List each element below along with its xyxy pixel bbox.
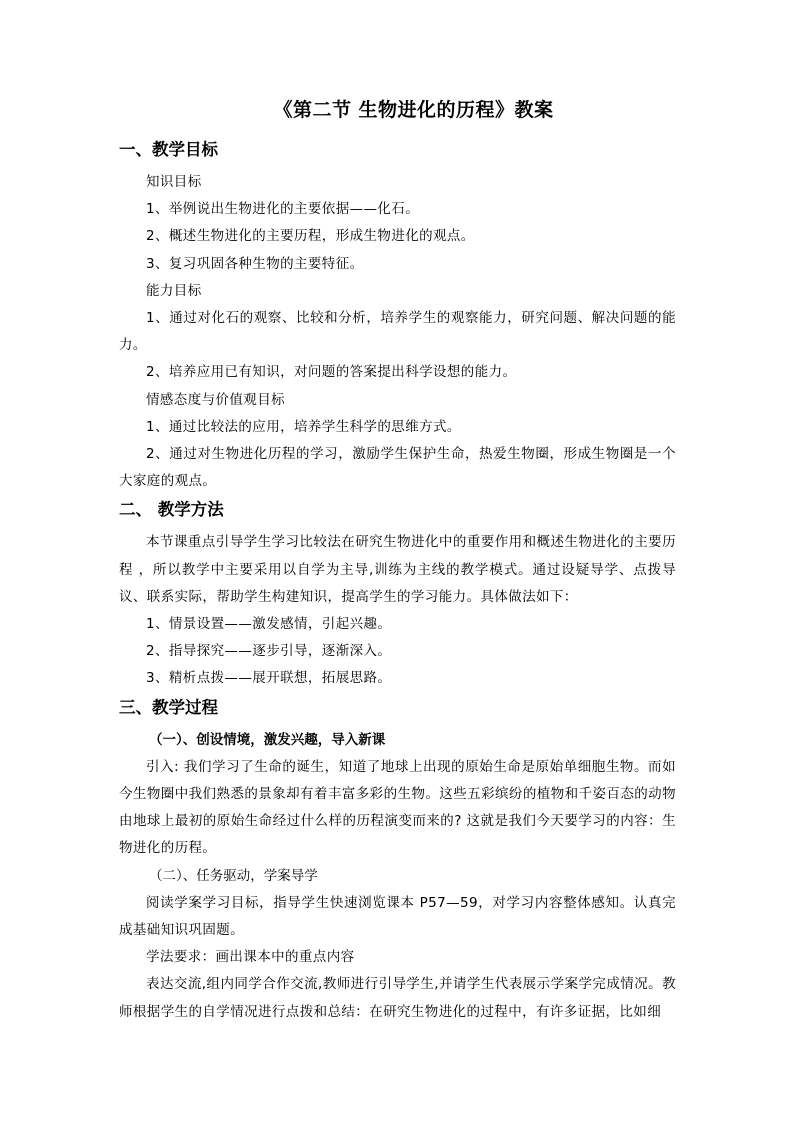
method-item: 1、情景设置——激发感情，引起兴趣。 xyxy=(146,616,392,633)
process-subheading-1: （一）、创设情境，激发兴趣，导入新课 xyxy=(149,731,386,748)
document-content xyxy=(119,96,676,1026)
ability-objectives-label: 能力目标 xyxy=(146,282,202,299)
knowledge-item: 2、概述生物进化的主要历程，形成生物进化的观点。 xyxy=(146,228,475,245)
process-paragraph-intro: 引入: 我们学习了生命的诞生，知道了地球上出现的原始生命是原始单细胞生物。而如今生物圈中我们熟悉的景象却有着丰富多彩的生物。这些五彩缤纷的植物和千姿百态的动物由地球上最初的原始生命经过什么样的历程演变而来的? 这就是我们今天要学习的内容：生物进化的历程。 xyxy=(119,758,676,857)
ability-item: 2、培养应用已有知识，对问题的答案提出科学设想的能力。 xyxy=(146,364,517,381)
section-heading-methods: 二、 教学方法 xyxy=(119,500,224,520)
emotion-item: 1、通过比较法的应用，培养学生科学的思维方式。 xyxy=(146,418,461,435)
knowledge-item: 1、举例说出生物进化的主要依据——化石。 xyxy=(146,201,420,218)
section-heading-process: 三、教学过程 xyxy=(119,697,218,717)
document-title: 《第二节 生物进化的历程》教案 xyxy=(273,99,554,121)
methods-intro-paragraph: 本节课重点引导学生学习比较法在研究生物进化中的重要作用和概述生物进化的主要历程 ，所以教学中主要采用以自学为主导,训练为主线的教学模式。通过设疑导学、点拨导议、联系实际，帮助学生构建知识，提高学生的学习能力。具体做法如下： xyxy=(119,534,676,605)
emotion-item: 2、通过对生物进化历程的学习，激励学生保护生命，热爱生物圈，形成生物圈是一个大家庭的观点。 xyxy=(119,446,676,490)
method-item: 3、精析点拨——展开联想，拓展思路。 xyxy=(146,670,392,687)
process-paragraph-method: 学法要求：画出课本中的重点内容 xyxy=(146,949,355,966)
knowledge-item: 3、复习巩固各种生物的主要特征。 xyxy=(146,255,364,272)
process-paragraph-reading: 阅读学案学习目标，指导学生快速浏览课本 P57—59，对学习内容整体感知。认真完成基础知识巩固题。 xyxy=(119,894,676,939)
method-item: 2、指导探究——逐步引导，逐渐深入。 xyxy=(146,643,392,660)
process-paragraph-exchange: 表达交流,组内同学合作交流,教师进行引导学生,并请学生代表展示学案学完成情况。教师根据学生的自学情况进行点拨和总结：在研究生物进化的过程中，有许多证据，比如细 xyxy=(119,976,676,1020)
ability-item: 1、通过对化石的观察、比较和分析，培养学生的观察能力，研究问题、解决问题的能力。 xyxy=(119,310,676,354)
knowledge-objectives-label: 知识目标 xyxy=(146,174,202,190)
section-heading-objectives: 一、教学目标 xyxy=(119,140,218,159)
process-subheading-2: （二）、任务驱动，学案导学 xyxy=(149,867,318,884)
emotion-objectives-label: 情感态度与价值观目标 xyxy=(146,391,285,408)
